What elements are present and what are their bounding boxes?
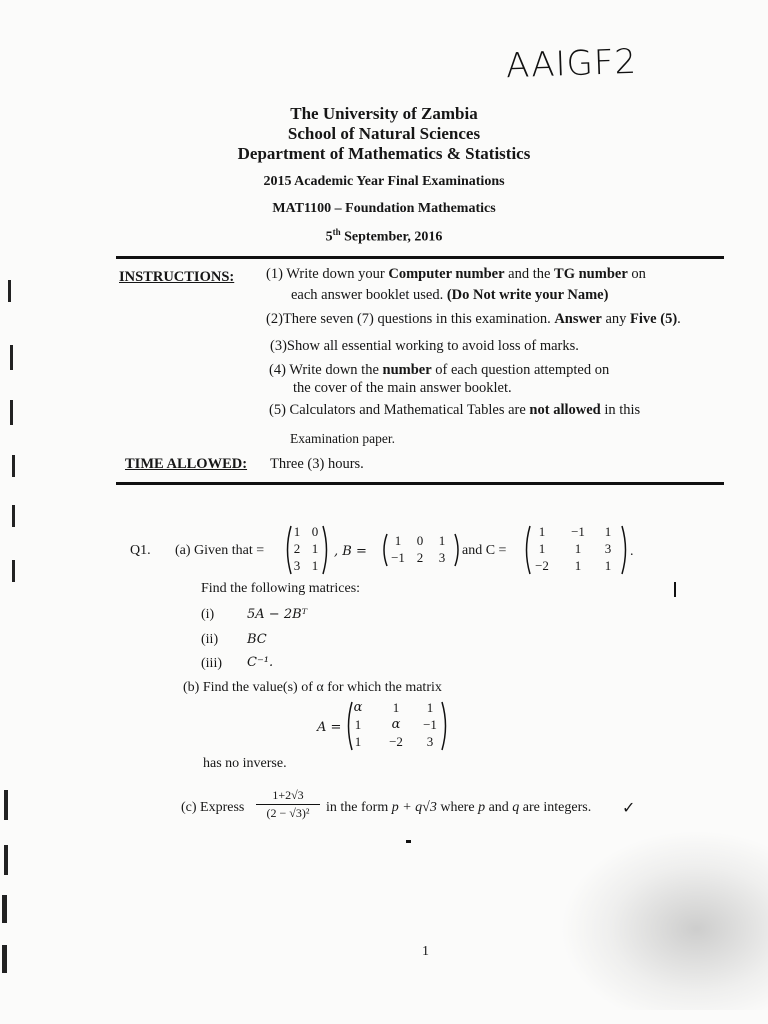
item-number: (ii) bbox=[201, 632, 219, 647]
instruction-4-text: (4) Write down the bbox=[269, 362, 383, 378]
instruction-4 bbox=[269, 362, 609, 379]
matrix-c bbox=[522, 524, 630, 576]
instruction-1 bbox=[266, 266, 646, 283]
item-expression: 5A − 2Bᵀ bbox=[247, 607, 308, 622]
instructions-label: INSTRUCTIONS: bbox=[119, 269, 235, 285]
check-mark: ✓ bbox=[622, 800, 636, 817]
matrix-cell: −2 bbox=[389, 734, 403, 749]
matrix-a bbox=[283, 524, 331, 576]
university-name: The University of Zambia bbox=[290, 104, 478, 123]
time-allowed-label: TIME ALLOWED: bbox=[125, 456, 248, 472]
matrix-cell: −1 bbox=[571, 524, 585, 539]
item-expression: C⁻¹. bbox=[247, 655, 274, 670]
matrix-cell: −1 bbox=[423, 717, 437, 732]
question-number: Q1. bbox=[130, 543, 151, 558]
binding-mark bbox=[2, 895, 7, 923]
instruction-1-bold: (Do Not write your Name) bbox=[446, 287, 609, 303]
no-inverse-text: has no inverse. bbox=[203, 756, 287, 771]
matrix-cell: α bbox=[391, 717, 401, 732]
item-number: (i) bbox=[201, 607, 215, 622]
stray-mark bbox=[406, 840, 411, 843]
instruction-2-bold: Answer bbox=[554, 311, 602, 327]
find-matrices-text: Find the following matrices: bbox=[201, 581, 361, 596]
part-b-text: (b) Find the value(s) of α for which the matrix bbox=[183, 680, 442, 695]
matrix-cell: α bbox=[353, 700, 363, 715]
matrix-cell: 1 bbox=[394, 533, 402, 548]
matrix-cell: 1 bbox=[604, 524, 612, 539]
binding-mark bbox=[2, 945, 7, 973]
fraction-denominator: (2 − √3)² bbox=[266, 806, 310, 820]
matrix-cell: 1 bbox=[438, 533, 446, 548]
item-number: (iii) bbox=[201, 656, 222, 671]
matrix-cell: 1 bbox=[538, 541, 546, 556]
part-c-suffix bbox=[326, 800, 591, 816]
time-allowed-value: Three (3) hours. bbox=[270, 456, 364, 472]
part-c-prefix: (c) Express bbox=[181, 800, 245, 815]
instruction-4-bold: number bbox=[382, 362, 432, 378]
page-number: 1 bbox=[422, 944, 429, 959]
instruction-2-text: (2)There seven (7) questions in this examination. bbox=[266, 311, 555, 327]
b-label: , B = bbox=[334, 544, 367, 559]
instruction-5-line2: Examination paper. bbox=[290, 431, 395, 446]
handwritten-code: AAIGF2 bbox=[505, 41, 638, 87]
instruction-5 bbox=[269, 402, 640, 419]
part-c-text: are integers. bbox=[519, 800, 592, 815]
part-c-text: and bbox=[485, 800, 513, 815]
matrix-cell: 0 bbox=[311, 524, 319, 539]
school-name: School of Natural Sciences bbox=[287, 124, 481, 143]
matrix-cell: 3 bbox=[293, 558, 301, 573]
binding-mark bbox=[12, 455, 15, 477]
bottom-rule bbox=[116, 482, 724, 485]
matrix-cell: 2 bbox=[293, 541, 301, 556]
matrix-cell: 0 bbox=[416, 533, 424, 548]
matrix-cell: 2 bbox=[416, 550, 424, 565]
binding-mark bbox=[4, 790, 8, 820]
instruction-3: (3)Show all essential working to avoid loss of marks. bbox=[270, 338, 579, 354]
instruction-2-bold: Five (5) bbox=[630, 311, 678, 327]
part-c-text: where bbox=[436, 800, 479, 815]
instruction-5-text: in this bbox=[600, 402, 641, 418]
date-rest: September, 2016 bbox=[344, 229, 443, 245]
instruction-4-line2: the cover of the main answer booklet. bbox=[293, 380, 512, 396]
item-expression: BC bbox=[247, 632, 267, 647]
part-c-expression: p + q√3 bbox=[391, 800, 437, 815]
matrix-cell: 1 bbox=[538, 524, 546, 539]
matrix-cell: 3 bbox=[426, 734, 434, 749]
part-c-text: in the form bbox=[326, 800, 392, 815]
binding-mark bbox=[8, 280, 11, 302]
part-a-intro: (a) Given that = bbox=[175, 543, 265, 558]
matrix-cell: 1 bbox=[604, 558, 612, 573]
var-p: p bbox=[478, 800, 486, 815]
matrix-cell: −1 bbox=[391, 550, 405, 565]
matrix-cell: 1 bbox=[354, 734, 362, 749]
matrix-cell: 1 bbox=[392, 700, 400, 715]
top-rule bbox=[116, 256, 724, 259]
matrix-b bbox=[380, 532, 462, 568]
period: . bbox=[630, 544, 634, 559]
date-day: 5 bbox=[325, 229, 333, 245]
course-title: MAT1100 – Foundation Mathematics bbox=[272, 201, 496, 216]
instruction-1-text: each answer booklet used. bbox=[291, 287, 447, 303]
binding-mark bbox=[12, 505, 15, 527]
instruction-1-text: and the bbox=[504, 266, 555, 282]
exam-title: 2015 Academic Year Final Examinations bbox=[263, 174, 505, 189]
instruction-1-bold: Computer number bbox=[388, 266, 505, 282]
matrix-cell: 1 bbox=[293, 524, 301, 539]
matrix-cell: 3 bbox=[438, 550, 446, 565]
matrix-cell: −2 bbox=[535, 558, 549, 573]
fraction bbox=[256, 788, 320, 821]
matrix-cell: 1 bbox=[354, 717, 362, 732]
binding-mark bbox=[10, 400, 13, 425]
instruction-2-text: . bbox=[677, 311, 681, 327]
matrix-cell: 1 bbox=[574, 558, 582, 573]
fraction-numerator: 1+2√3 bbox=[256, 788, 320, 805]
instruction-1-line2 bbox=[291, 287, 608, 304]
and-c-label: and C = bbox=[462, 543, 507, 558]
binding-mark bbox=[12, 560, 15, 582]
matrix-cell: 3 bbox=[604, 541, 612, 556]
instruction-1-text: (1) Write down your bbox=[266, 266, 389, 282]
instruction-4-text: of each question attempted on bbox=[431, 362, 610, 378]
date-suffix: th bbox=[332, 227, 341, 237]
department-name: Department of Mathematics & Statistics bbox=[237, 144, 531, 163]
stray-mark bbox=[674, 582, 676, 597]
instruction-2-text: any bbox=[601, 311, 631, 327]
instruction-5-text: (5) Calculators and Mathematical Tables are bbox=[269, 402, 530, 418]
exam-date bbox=[0, 227, 768, 246]
matrix-cell: 1 bbox=[426, 700, 434, 715]
instruction-5-bold: not allowed bbox=[529, 402, 601, 418]
var-q: q bbox=[512, 800, 520, 815]
instruction-1-bold: TG number bbox=[554, 266, 628, 282]
instruction-1-text: on bbox=[627, 266, 646, 282]
matrix-cell: 1 bbox=[311, 541, 319, 556]
binding-mark bbox=[4, 845, 8, 875]
matrix-alpha bbox=[344, 700, 450, 752]
matrix-cell: 1 bbox=[311, 558, 319, 573]
a-equals-label: A = bbox=[317, 720, 342, 735]
matrix-cell: 1 bbox=[574, 541, 582, 556]
instruction-2 bbox=[266, 311, 681, 328]
binding-mark bbox=[10, 345, 13, 370]
scan-shadow bbox=[560, 830, 768, 1010]
